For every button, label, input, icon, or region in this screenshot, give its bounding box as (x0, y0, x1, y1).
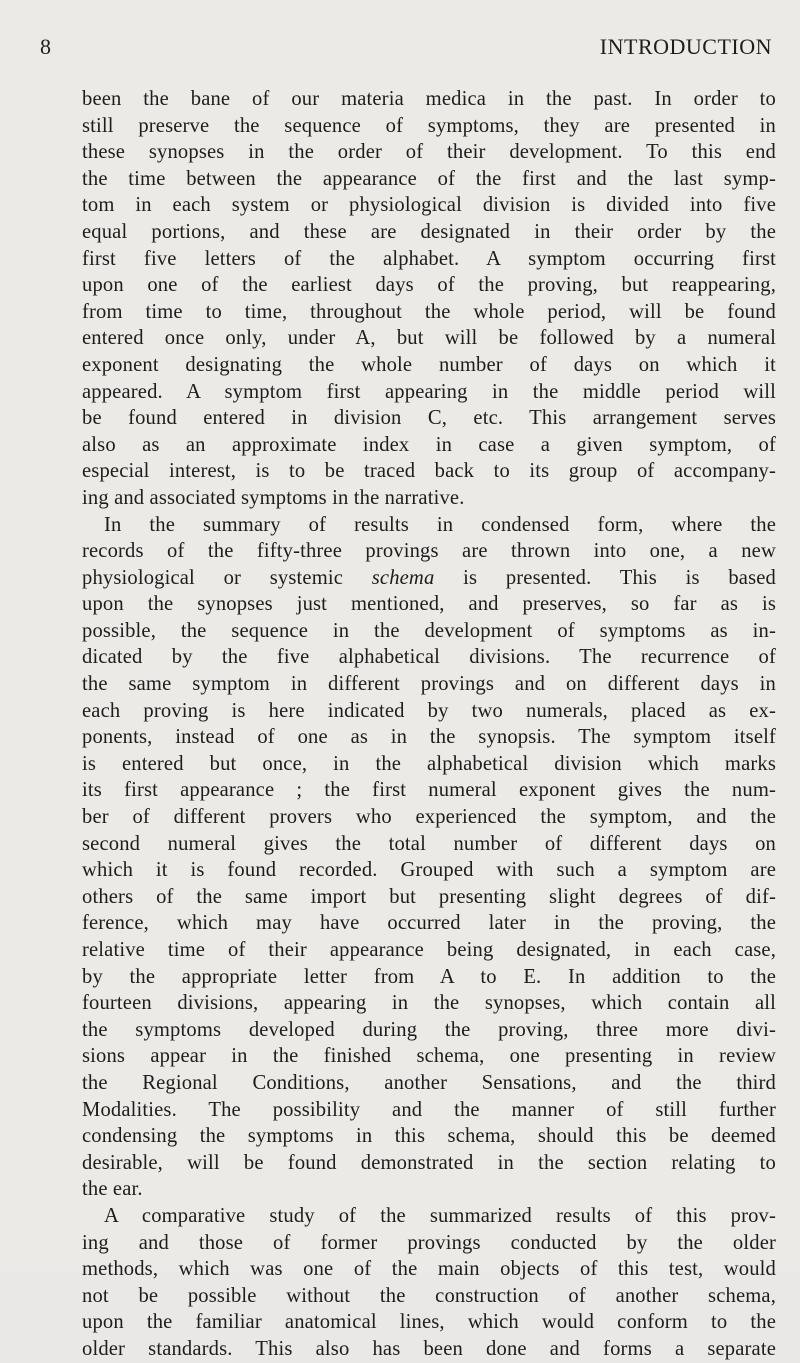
text-line: been the bane of our materia medica in the past. In order to (82, 88, 776, 110)
section-title: INTRODUCTION (599, 34, 772, 59)
paragraph-1 (82, 86, 776, 512)
text-line: condensing the symptoms in this schema, should this be deemed (82, 1125, 776, 1148)
body-text (82, 86, 776, 1363)
text-line: especial interest, is to be traced back to its group of accompany- (82, 460, 776, 483)
text-line: ponents, instead of one as in the synopsis. The symptom itself (82, 726, 776, 749)
text-line: relative time of their appearance being designated, in each case, (82, 939, 776, 961)
text-line: ing and associated symptoms in the narrative. (82, 486, 465, 509)
text-line: possible, the sequence in the development of symptoms as in- (82, 619, 776, 642)
text-line: the symptoms developed during the proving, three more divi- (82, 1018, 776, 1041)
text-line: is entered but once, in the alphabetical division which marks (82, 752, 776, 775)
text-line: tom in each system or physiological division is divided into five (82, 194, 776, 217)
text-line: ference, which may have occurred later in the proving, the (82, 912, 776, 935)
text-line: ing and those of former provings conducted by the older (82, 1231, 776, 1254)
text-line: not be possible without the construction of another schema, (82, 1284, 776, 1307)
italic-term: schema (371, 566, 435, 589)
text-line: older standards. This also has been done and forms a separate (82, 1337, 776, 1360)
text-line: be found entered in division C, etc. This arrangement serves (82, 407, 776, 430)
text-line: fourteen divisions, appearing in the synopses, which contain all (82, 992, 776, 1015)
text-line: the ear. (82, 1178, 143, 1201)
text-line: methods, which was one of the main objects of this test, would (82, 1258, 776, 1281)
text-line: ber of different provers who experienced the symptom, and the (82, 806, 776, 829)
text-line: dicated by the five alphabetical divisions. The recurrence of (82, 646, 776, 669)
running-head (40, 34, 772, 64)
text-line: its first appearance ; the first numeral exponent gives the num- (82, 779, 776, 802)
text-line: still preserve the sequence of symptoms, they are presented in (82, 114, 776, 137)
text-line: others of the same import but presenting slight degrees of dif- (82, 885, 776, 908)
text-segment: physiological or systemic (82, 566, 344, 589)
text-line: upon one of the earliest days of the proving, but reappearing, (82, 274, 776, 297)
text-line: upon the synopses just mentioned, and preserves, so far as is (82, 593, 776, 616)
page-number: 8 (40, 34, 52, 59)
text-segment: is presented. This is based (463, 566, 776, 589)
text-line: first five letters of the alphabet. A symptom occurring first (82, 247, 776, 270)
text-line: sions appear in the finished schema, one presenting in review (82, 1045, 776, 1068)
text-line: exponent designating the whole number of days on which it (82, 353, 776, 376)
text-line: by the appropriate letter from A to E. In addition to the (82, 965, 776, 988)
paragraph-2 (82, 512, 776, 1203)
text-line: the time between the appearance of the first and the last symp- (82, 167, 776, 190)
text-line: equal portions, and these are designated in their order by the (82, 220, 776, 243)
text-line: entered once only, under A, but will be followed by a numeral (82, 327, 776, 350)
text-line: the Regional Conditions, another Sensations, and the third (82, 1071, 776, 1094)
text-line: appeared. A symptom first appearing in the middle period will (82, 380, 776, 403)
text-line: from time to time, throughout the whole period, will be found (82, 300, 776, 323)
text-line: desirable, will be found demonstrated in the section relating to (82, 1151, 776, 1174)
paragraph-3 (82, 1203, 776, 1363)
text-line: Modalities. The possibility and the manner of still further (82, 1098, 776, 1121)
text-line: these synopses in the order of their development. To this end (82, 141, 776, 164)
text-line: In the summary of results in condensed form, where the (104, 513, 776, 536)
text-line: each proving is here indicated by two numerals, placed as ex- (82, 699, 776, 722)
text-line: the same symptom in different provings and on different days in (82, 673, 776, 696)
text-line: records of the fifty-three provings are thrown into one, a new (82, 540, 776, 563)
text-line-mixed (82, 565, 776, 592)
text-line: also as an approximate index in case a given symptom, of (82, 433, 776, 456)
text-line: A comparative study of the summarized results of this prov- (104, 1204, 776, 1227)
text-line: second numeral gives the total number of different days on (82, 832, 776, 855)
text-line: upon the familiar anatomical lines, which would conform to the (82, 1311, 776, 1334)
text-line: which it is found recorded. Grouped with such a symptom are (82, 859, 776, 882)
